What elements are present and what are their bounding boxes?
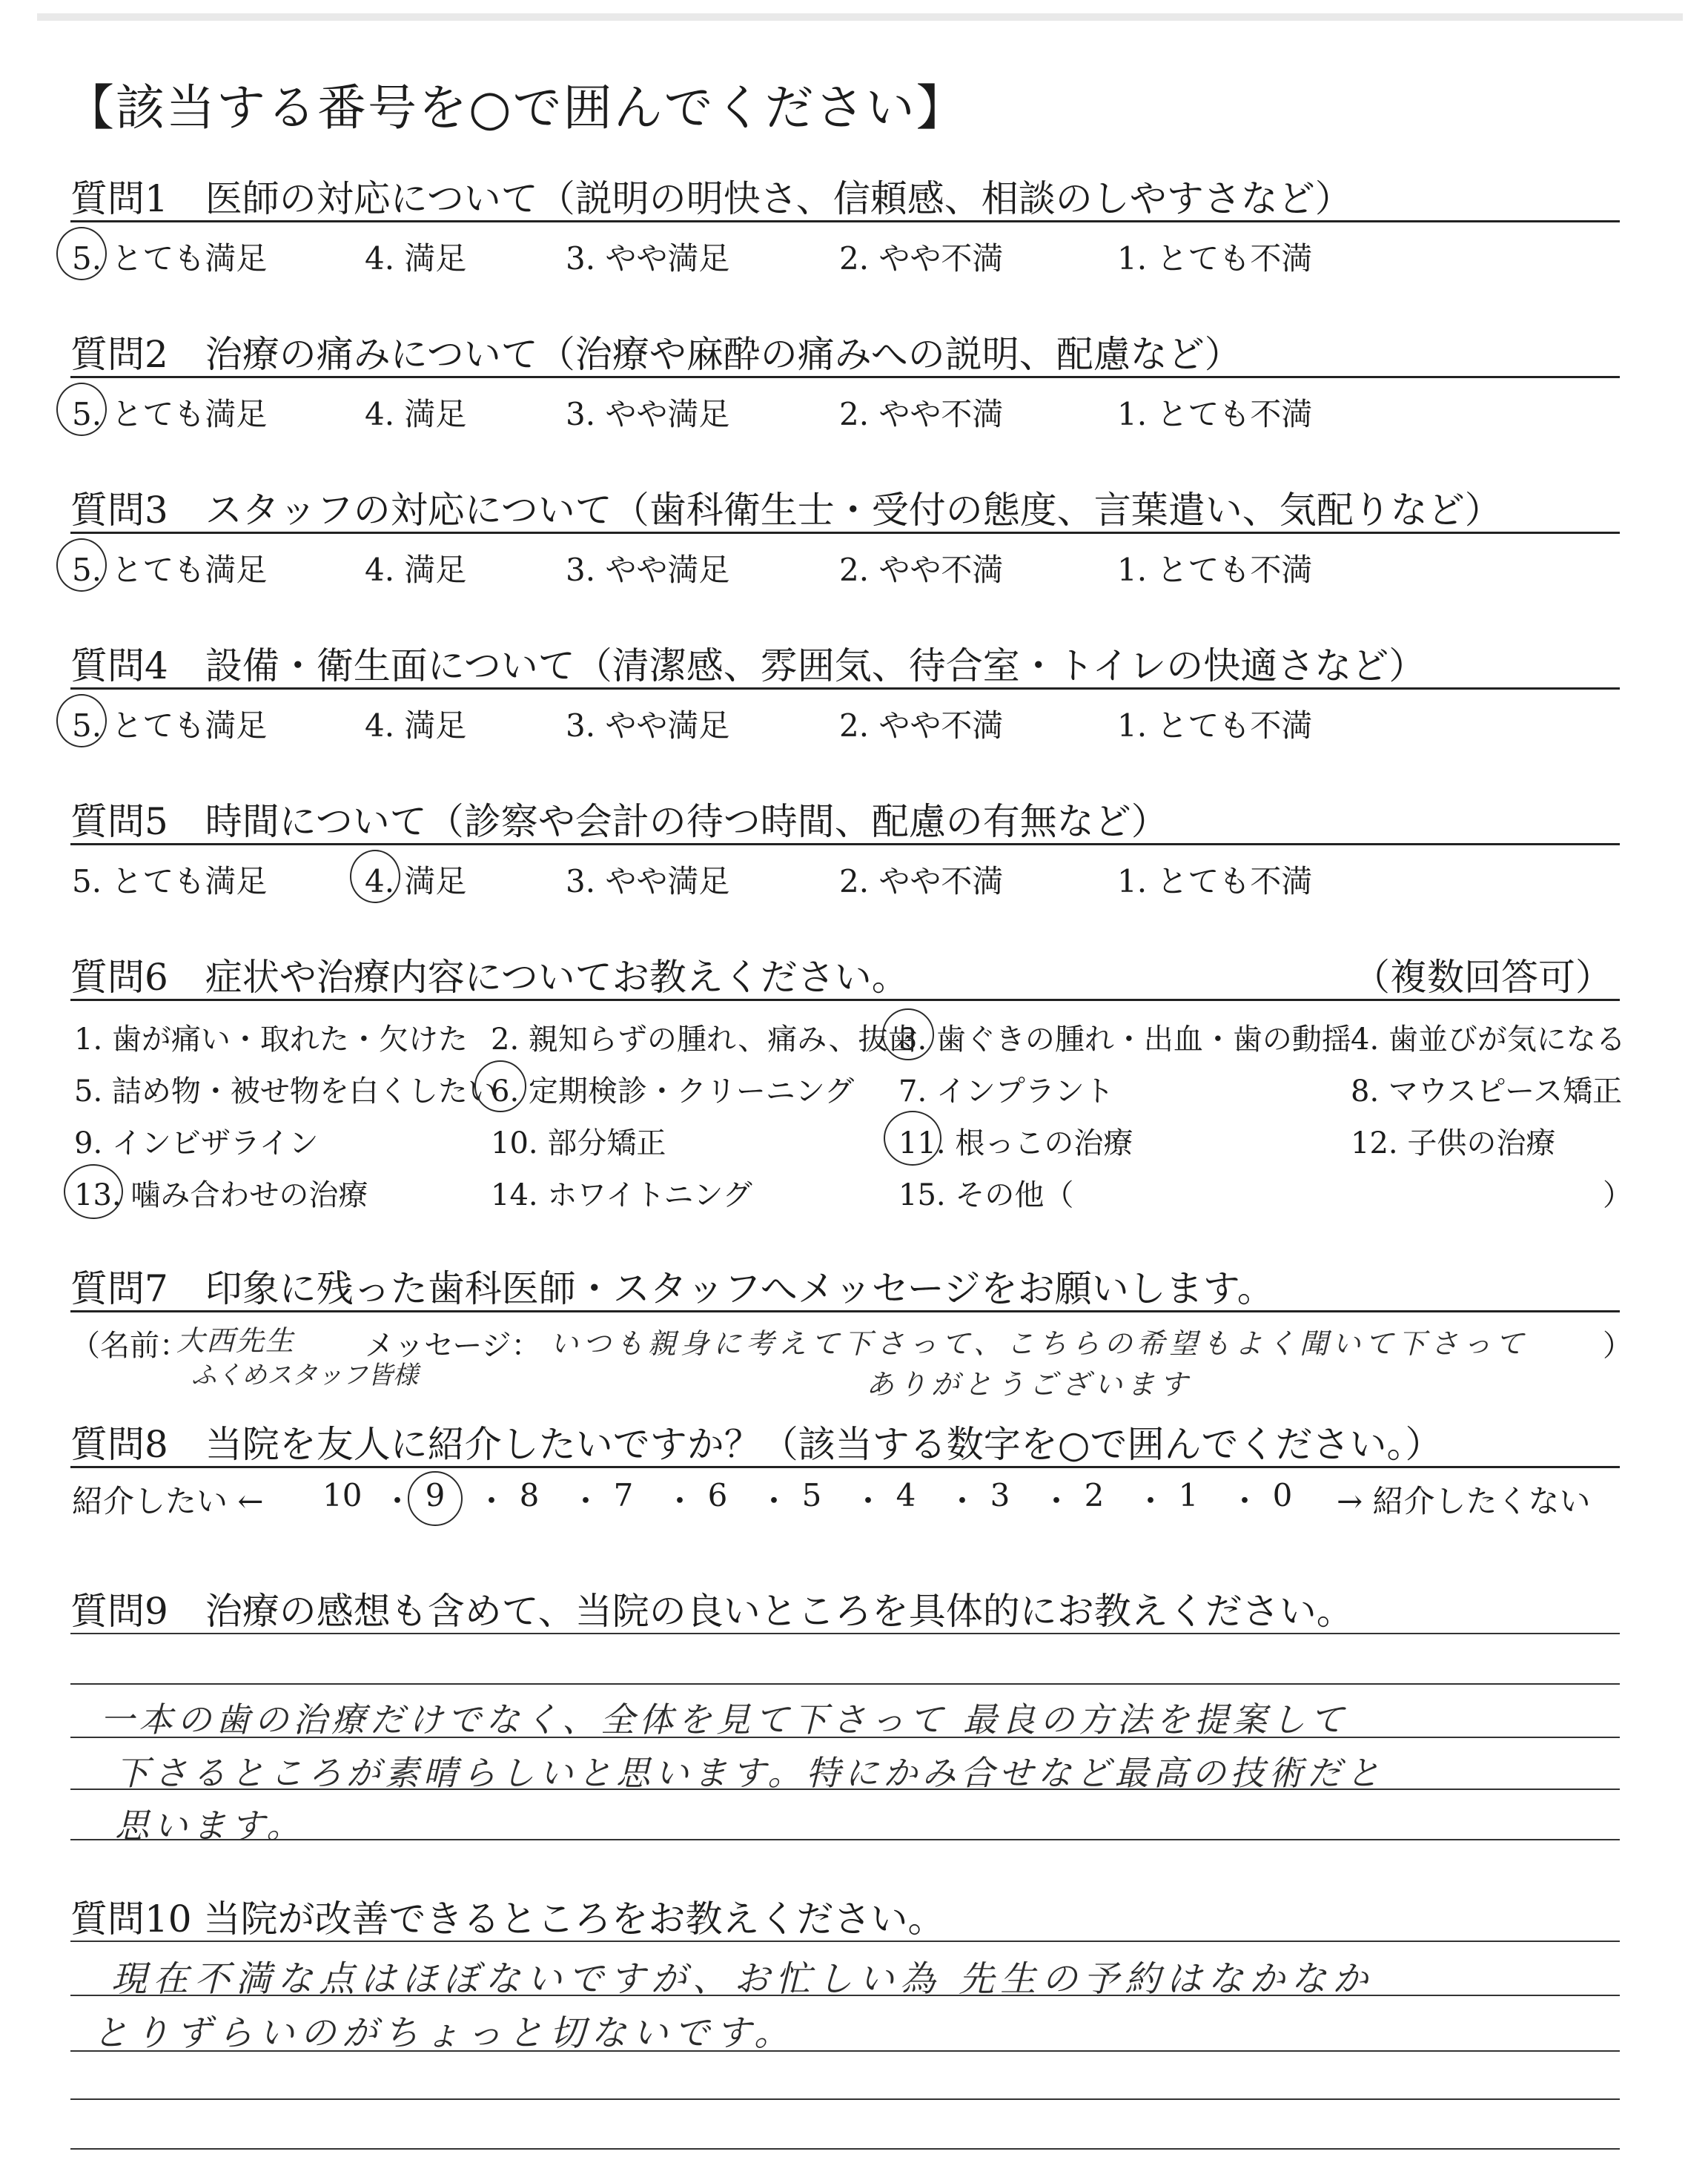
q5-option-1[interactable]: 1. とても不満 <box>1117 863 1313 899</box>
scale-number[interactable]: 8 <box>519 1477 540 1513</box>
q6-option-6[interactable]: 6. 定期検診・クリーニング <box>491 1074 855 1109</box>
multiple-answers-note: （複数回答可） <box>1353 956 1612 999</box>
scale-number[interactable]: 7 <box>613 1477 634 1513</box>
question-6: 質問6 症状や治療内容についてお教えください。 <box>70 956 909 999</box>
scale-separator: ・ <box>1135 1483 1167 1519</box>
q2-option-1[interactable]: 1. とても不満 <box>1117 396 1313 432</box>
divider <box>70 999 1620 1001</box>
divider <box>70 1941 1620 1942</box>
q5-option-5[interactable]: 5. とても満足 <box>72 863 268 899</box>
name-value: 大西先生 <box>176 1324 296 1357</box>
scale-number[interactable]: 5 <box>801 1477 822 1513</box>
scale-separator: ・ <box>758 1483 790 1519</box>
divider <box>70 532 1620 534</box>
question-4: 質問4 設備・衛生面について（清潔感、雰囲気、待合室・トイレの快適さなど） <box>70 644 1426 687</box>
q2-option-3[interactable]: 3. やや満足 <box>566 396 730 432</box>
answer-line <box>70 1683 1620 1685</box>
recommend-label-left: 紹介したい ← <box>72 1483 264 1519</box>
scale-number[interactable]: 1 <box>1178 1477 1199 1513</box>
question-3: 質問3 スタッフの対応について（歯科衛生士・受付の態度、言葉遣い、気配りなど） <box>70 489 1502 532</box>
q9-answer-line-2: 下さるところが素晴らしいと思います。特にかみ合せなど最高の技術だと <box>115 1753 1385 1793</box>
q6-option-11[interactable]: 11. 根っこの治療 <box>898 1126 1133 1160</box>
answer-line <box>70 2148 1620 2150</box>
q6-option-2[interactable]: 2. 親知らずの腫れ、痛み、抜歯 <box>491 1023 918 1057</box>
recommend-label-right: → 紹介したくない <box>1337 1483 1591 1519</box>
q1-option-2[interactable]: 2. やや不満 <box>839 240 1004 277</box>
q3-option-3[interactable]: 3. やや満足 <box>566 552 730 588</box>
top-edge <box>37 13 1683 21</box>
divider <box>70 1310 1620 1312</box>
q2-option-5[interactable]: 5. とても満足 <box>72 396 268 432</box>
scale-separator: ・ <box>853 1483 884 1519</box>
question-1: 質問1 医師の対応について（説明の明快さ、信頼感、相談のしやすさなど） <box>70 177 1352 220</box>
q10-answer-line-2: とりずらいのがちょっと切ないです。 <box>93 2012 796 2054</box>
name-label: （名前： <box>70 1329 189 1363</box>
q3-option-1[interactable]: 1. とても不満 <box>1117 552 1313 588</box>
divider <box>70 843 1620 845</box>
q1-option-4[interactable]: 4. 満足 <box>365 240 467 277</box>
q1-option-1[interactable]: 1. とても不満 <box>1117 240 1313 277</box>
scale-separator: ・ <box>1229 1483 1261 1519</box>
question-10: 質問10 当院が改善できるところをお教えください。 <box>70 1898 945 1941</box>
q10-answer-line-1: 現在不満な点はほぼないですが、お忙しい為 先生の予約はなかなか <box>111 1958 1374 2000</box>
q2-option-2[interactable]: 2. やや不満 <box>839 396 1004 432</box>
q4-option-4[interactable]: 4. 満足 <box>365 707 467 744</box>
page-title: 【該当する番号を○で囲んでください】 <box>65 79 967 136</box>
message-label: メッセージ： <box>365 1329 541 1363</box>
answer-circle <box>56 538 107 592</box>
answer-circle <box>408 1471 463 1526</box>
q6-other-close: ） <box>1603 1178 1632 1212</box>
answer-circle <box>882 1008 934 1060</box>
message-close: ） <box>1603 1329 1632 1363</box>
q6-option-5[interactable]: 5. 詰め物・被せ物を白くしたい <box>74 1074 497 1109</box>
q2-option-4[interactable]: 4. 満足 <box>365 396 467 432</box>
q6-option-1[interactable]: 1. 歯が痛い・取れた・欠けた <box>74 1023 468 1057</box>
answer-circle <box>56 227 107 280</box>
scale-separator: ・ <box>476 1483 508 1519</box>
q6-option-8[interactable]: 8. マウスピース矯正 <box>1351 1074 1623 1109</box>
q5-option-3[interactable]: 3. やや満足 <box>566 863 730 899</box>
q5-option-2[interactable]: 2. やや不満 <box>839 863 1004 899</box>
q6-option-12[interactable]: 12. 子供の治療 <box>1351 1126 1556 1160</box>
scale-number[interactable]: 3 <box>990 1477 1010 1513</box>
q9-answer-line-1: 一本の歯の治療だけでなく、全体を見て下さって 最良の方法を提案して <box>100 1700 1348 1740</box>
scale-number[interactable]: 6 <box>707 1477 728 1513</box>
divider <box>70 687 1620 690</box>
question-8: 質問8 当院を友人に紹介したいですか？（該当する数字を○で囲んでください。） <box>70 1423 1443 1466</box>
scale-number[interactable]: 0 <box>1272 1477 1293 1513</box>
answer-circle <box>474 1060 526 1112</box>
answer-circle <box>350 850 400 903</box>
question-7: 質問7 印象に残った歯科医師・スタッフへメッセージをお願いします。 <box>70 1267 1274 1310</box>
divider <box>70 1466 1620 1468</box>
q5-option-4[interactable]: 4. 満足 <box>365 863 467 899</box>
answer-circle <box>56 694 107 747</box>
scale-number[interactable]: 9 <box>425 1477 446 1513</box>
q3-option-4[interactable]: 4. 満足 <box>365 552 467 588</box>
scale-separator: ・ <box>382 1483 414 1519</box>
scale-separator: ・ <box>570 1483 602 1519</box>
q4-option-5[interactable]: 5. とても満足 <box>72 707 268 744</box>
q6-option-14[interactable]: 14. ホワイトニング <box>491 1178 752 1212</box>
q6-option-15[interactable]: 15. その他（ <box>898 1178 1074 1212</box>
q6-option-3[interactable]: 3. 歯ぐきの腫れ・出血・歯の動揺 <box>898 1023 1351 1057</box>
message-line-2: ありがとうございます <box>866 1368 1193 1401</box>
q6-option-4[interactable]: 4. 歯並びが気になる <box>1351 1023 1626 1057</box>
scale-separator: ・ <box>947 1483 979 1519</box>
scale-number[interactable]: 4 <box>896 1477 916 1513</box>
q4-option-1[interactable]: 1. とても不満 <box>1117 707 1313 744</box>
question-9: 質問9 治療の感想も含めて、当院の良いところを具体的にお教えください。 <box>70 1590 1354 1633</box>
scale-number[interactable]: 10 <box>322 1477 363 1513</box>
answer-circle <box>884 1111 941 1166</box>
q6-option-10[interactable]: 10. 部分矯正 <box>491 1126 666 1160</box>
q6-option-13[interactable]: 13. 噛み合わせの治療 <box>74 1178 368 1212</box>
name-value-2: ふくめスタッフ皆様 <box>191 1361 418 1390</box>
answer-circle <box>56 383 107 436</box>
q6-option-7[interactable]: 7. インプラント <box>898 1074 1114 1109</box>
q1-option-3[interactable]: 3. やや満足 <box>566 240 730 277</box>
q6-option-9[interactable]: 9. インビザライン <box>74 1126 319 1160</box>
divider <box>70 376 1620 378</box>
q3-option-2[interactable]: 2. やや不満 <box>839 552 1004 588</box>
q1-option-5[interactable]: 5. とても満足 <box>72 240 268 277</box>
scale-separator: ・ <box>664 1483 696 1519</box>
divider <box>70 220 1620 222</box>
q4-option-3[interactable]: 3. やや満足 <box>566 707 730 744</box>
answer-circle <box>64 1164 123 1219</box>
scale-separator: ・ <box>1041 1483 1073 1519</box>
divider <box>70 1633 1620 1634</box>
q9-answer-line-3: 思います。 <box>115 1806 305 1846</box>
question-2: 質問2 治療の痛みについて（治療や麻酔の痛みへの説明、配慮など） <box>70 333 1242 376</box>
message-line-1: いつも親身に考えて下さって、こちらの希望もよく聞いて下さって <box>550 1327 1529 1360</box>
question-5: 質問5 時間について（診察や会計の待つ時間、配慮の有無など） <box>70 800 1168 843</box>
answer-line <box>70 2098 1620 2100</box>
q4-option-2[interactable]: 2. やや不満 <box>839 707 1004 744</box>
scale-number[interactable]: 2 <box>1084 1477 1105 1513</box>
q3-option-5[interactable]: 5. とても満足 <box>72 552 268 588</box>
